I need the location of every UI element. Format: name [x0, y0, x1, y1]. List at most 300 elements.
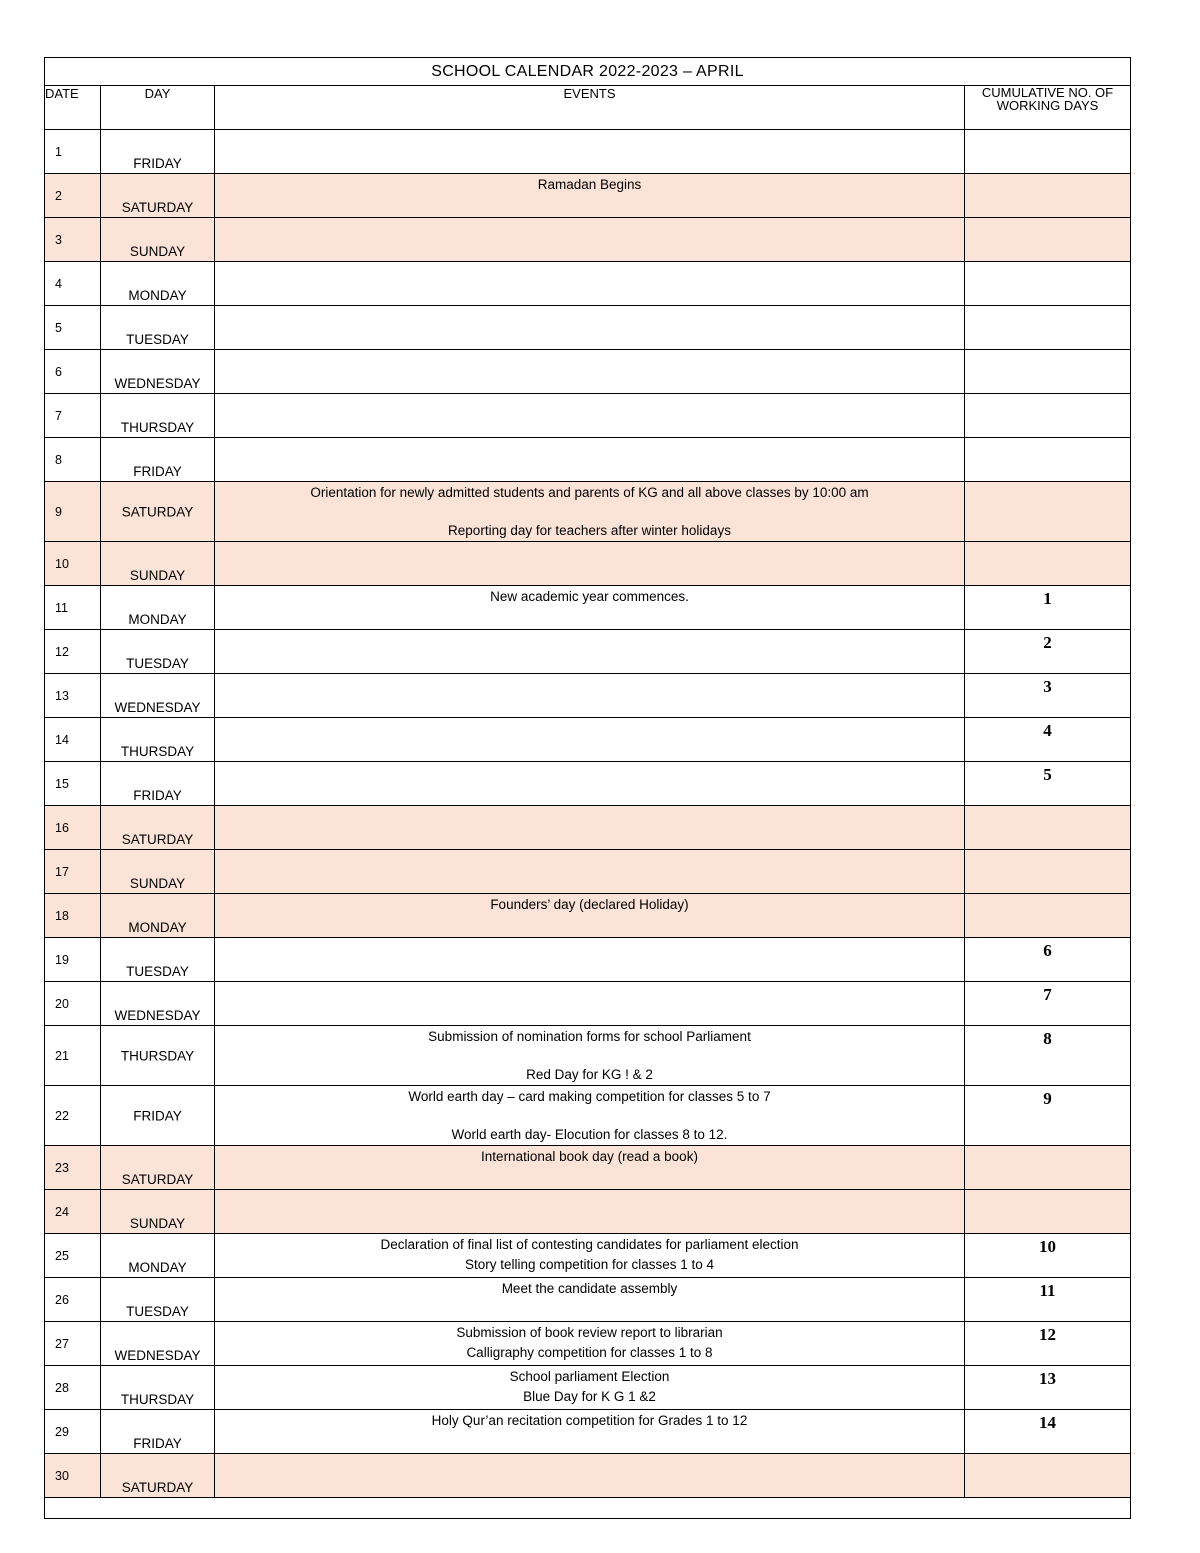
date-number: 8	[55, 453, 62, 467]
date-number: 6	[55, 365, 62, 379]
day-cell	[101, 306, 215, 350]
date-cell	[45, 1322, 101, 1366]
day-name: SATURDAY	[121, 1480, 194, 1495]
date-number: 19	[55, 953, 69, 967]
events-cell	[215, 1026, 965, 1086]
cumulative-cell	[965, 586, 1131, 630]
day-name: THURSDAY	[120, 744, 195, 759]
day-cell	[101, 1322, 215, 1366]
date-cell	[45, 394, 101, 438]
calendar-row	[45, 174, 1131, 218]
date-number: 10	[55, 557, 69, 571]
date-number: 2	[55, 189, 62, 203]
events-list	[215, 894, 964, 915]
events-cell	[215, 262, 965, 306]
calendar-row	[45, 630, 1131, 674]
calendar-row	[45, 350, 1131, 394]
cumulative-cell	[965, 350, 1131, 394]
calendar-row	[45, 982, 1131, 1026]
date-number: 17	[55, 865, 69, 879]
working-day-count	[965, 438, 1130, 441]
day-name: THURSDAY	[120, 1392, 195, 1407]
cumulative-cell	[965, 1278, 1131, 1322]
day-cell	[101, 174, 215, 218]
working-day-count: 9	[1043, 1089, 1052, 1108]
working-day-count	[965, 482, 1130, 485]
cumulative-cell	[965, 174, 1131, 218]
working-day-count	[965, 850, 1130, 853]
calendar-row	[45, 438, 1131, 482]
events-cell	[215, 938, 965, 982]
day-header: DAY	[101, 86, 215, 130]
cumulative-cell	[965, 394, 1131, 438]
event-text: School parliament Election	[509, 1369, 670, 1384]
calendar-row	[45, 1454, 1131, 1498]
day-cell	[101, 806, 215, 850]
events-list	[215, 130, 964, 131]
header-row	[45, 86, 1131, 130]
events-cell	[215, 1366, 965, 1410]
calendar-row	[45, 806, 1131, 850]
event-text: Holy Qur’an recitation competition for Grades 1 to 12	[431, 1413, 748, 1428]
events-list	[215, 630, 964, 631]
events-cell	[215, 762, 965, 806]
event-text: Meet the candidate assembly	[501, 1281, 678, 1296]
day-cell	[101, 1234, 215, 1278]
date-number: 23	[55, 1161, 69, 1175]
cumulative-cell	[965, 306, 1131, 350]
events-cell	[215, 394, 965, 438]
working-day-count	[965, 1146, 1130, 1149]
events-list	[215, 938, 964, 939]
date-number: 20	[55, 997, 69, 1011]
cumulative-header	[965, 86, 1131, 130]
date-number: 16	[55, 821, 69, 835]
title-row	[45, 58, 1131, 86]
date-header: DATE	[45, 86, 101, 130]
footer-row	[45, 1498, 1131, 1519]
date-cell	[45, 806, 101, 850]
cumulative-cell	[965, 1322, 1131, 1366]
working-day-count	[965, 894, 1130, 897]
day-name: FRIDAY	[133, 788, 182, 803]
calendar-row	[45, 762, 1131, 806]
working-day-count	[965, 394, 1130, 397]
date-cell	[45, 306, 101, 350]
events-cell	[215, 482, 965, 542]
date-cell	[45, 762, 101, 806]
day-cell	[101, 850, 215, 894]
calendar-row	[45, 1366, 1131, 1410]
day-name: SUNDAY	[129, 568, 186, 583]
cumulative-cell	[965, 630, 1131, 674]
calendar-row	[45, 1146, 1131, 1190]
day-name: THURSDAY	[120, 420, 195, 435]
day-name: SATURDAY	[121, 200, 194, 215]
cumulative-cell	[965, 850, 1131, 894]
cumulative-header-line1: CUMULATIVE NO. OF	[981, 85, 1114, 100]
date-cell	[45, 482, 101, 542]
date-cell	[45, 130, 101, 174]
working-day-count: 5	[1043, 765, 1052, 784]
date-number: 4	[55, 277, 62, 291]
cumulative-cell	[965, 762, 1131, 806]
events-list	[215, 1234, 964, 1275]
date-cell	[45, 1366, 101, 1410]
day-name: WEDNESDAY	[114, 1008, 201, 1023]
cumulative-cell	[965, 938, 1131, 982]
events-list	[215, 1322, 964, 1363]
date-number: 24	[55, 1205, 69, 1219]
calendar-row	[45, 394, 1131, 438]
calendar-row	[45, 586, 1131, 630]
day-name: TUESDAY	[126, 656, 189, 671]
day-name: FRIDAY	[133, 1108, 182, 1123]
working-day-count	[965, 1454, 1130, 1457]
event-text: Orientation for newly admitted students and parents of KG and all above classes by 10:00 am	[310, 485, 869, 500]
date-cell	[45, 350, 101, 394]
calendar-row	[45, 482, 1131, 542]
date-number: 13	[55, 689, 69, 703]
day-cell	[101, 762, 215, 806]
date-cell	[45, 894, 101, 938]
working-day-count: 14	[1039, 1413, 1056, 1432]
date-cell	[45, 174, 101, 218]
event-text: Submission of book review report to librarian	[456, 1325, 723, 1340]
date-number: 18	[55, 909, 69, 923]
events-list	[215, 806, 964, 807]
date-cell	[45, 1026, 101, 1086]
events-list	[215, 174, 964, 195]
date-cell	[45, 1454, 101, 1498]
cumulative-cell	[965, 1086, 1131, 1146]
date-cell	[45, 850, 101, 894]
footer-cell	[45, 1498, 1131, 1519]
cumulative-header-line2: WORKING DAYS	[996, 98, 1099, 113]
calendar-row	[45, 1190, 1131, 1234]
calendar-row	[45, 306, 1131, 350]
calendar-row	[45, 130, 1131, 174]
day-cell	[101, 262, 215, 306]
events-list	[215, 982, 964, 983]
events-list	[215, 438, 964, 439]
date-number: 1	[55, 145, 62, 159]
working-day-count	[965, 174, 1130, 177]
date-number: 25	[55, 1249, 69, 1263]
calendar-title: SCHOOL CALENDAR 2022-2023 – APRIL	[45, 58, 1131, 86]
day-name: SATURDAY	[121, 504, 194, 519]
day-cell	[101, 982, 215, 1026]
events-list	[215, 218, 964, 219]
working-day-count: 12	[1039, 1325, 1056, 1344]
working-day-count: 7	[1043, 985, 1052, 1004]
working-day-count: 2	[1043, 633, 1052, 652]
day-name: SUNDAY	[129, 1216, 186, 1231]
date-number: 12	[55, 645, 69, 659]
date-number: 28	[55, 1381, 69, 1395]
day-cell	[101, 894, 215, 938]
events-cell	[215, 894, 965, 938]
date-number: 7	[55, 409, 62, 423]
cumulative-cell	[965, 894, 1131, 938]
day-cell	[101, 1454, 215, 1498]
day-name: TUESDAY	[126, 1304, 189, 1319]
cumulative-cell	[965, 1190, 1131, 1234]
date-cell	[45, 1278, 101, 1322]
day-name: WEDNESDAY	[114, 700, 201, 715]
day-cell	[101, 674, 215, 718]
date-number: 5	[55, 321, 62, 335]
event-text: Blue Day for K G 1 &2	[523, 1389, 656, 1404]
date-cell	[45, 262, 101, 306]
date-cell	[45, 982, 101, 1026]
date-number: 29	[55, 1425, 69, 1439]
events-list	[215, 482, 964, 541]
date-cell	[45, 542, 101, 586]
calendar-row	[45, 894, 1131, 938]
events-cell	[215, 306, 965, 350]
event-text: Story telling competition for classes 1 to 4	[464, 1257, 715, 1272]
cumulative-cell	[965, 674, 1131, 718]
events-cell	[215, 850, 965, 894]
events-cell	[215, 174, 965, 218]
calendar-row	[45, 262, 1131, 306]
day-name: TUESDAY	[126, 964, 189, 979]
calendar-row	[45, 1086, 1131, 1146]
day-cell	[101, 130, 215, 174]
cumulative-cell	[965, 438, 1131, 482]
calendar-row	[45, 1322, 1131, 1366]
events-list	[215, 762, 964, 763]
day-name: FRIDAY	[133, 156, 182, 171]
events-cell	[215, 542, 965, 586]
events-cell	[215, 718, 965, 762]
day-name: SUNDAY	[129, 244, 186, 259]
date-cell	[45, 938, 101, 982]
cumulative-cell	[965, 718, 1131, 762]
cumulative-cell	[965, 1026, 1131, 1086]
events-list	[215, 1190, 964, 1191]
day-cell	[101, 586, 215, 630]
events-list	[215, 1366, 964, 1407]
date-cell	[45, 718, 101, 762]
date-cell	[45, 1190, 101, 1234]
events-list	[215, 1454, 964, 1455]
cumulative-cell	[965, 1454, 1131, 1498]
date-cell	[45, 438, 101, 482]
events-list	[215, 1086, 964, 1145]
events-cell	[215, 806, 965, 850]
calendar-row	[45, 1234, 1131, 1278]
day-name: WEDNESDAY	[114, 376, 201, 391]
day-cell	[101, 218, 215, 262]
working-day-count	[965, 306, 1130, 309]
events-cell	[215, 350, 965, 394]
day-name: WEDNESDAY	[114, 1348, 201, 1363]
day-cell	[101, 630, 215, 674]
events-cell	[215, 1146, 965, 1190]
day-cell	[101, 1278, 215, 1322]
events-cell	[215, 1190, 965, 1234]
events-list	[215, 350, 964, 351]
date-number: 3	[55, 233, 62, 247]
events-cell	[215, 438, 965, 482]
event-text: Submission of nomination forms for school Parliament	[428, 1029, 751, 1044]
date-cell	[45, 218, 101, 262]
cumulative-cell	[965, 806, 1131, 850]
day-cell	[101, 1190, 215, 1234]
event-text: Calligraphy competition for classes 1 to 8	[466, 1345, 713, 1360]
day-name: MONDAY	[128, 288, 187, 303]
day-cell	[101, 394, 215, 438]
day-cell	[101, 438, 215, 482]
events-cell	[215, 1454, 965, 1498]
cumulative-cell	[965, 542, 1131, 586]
events-list	[215, 1026, 964, 1085]
day-name: THURSDAY	[120, 1048, 195, 1063]
events-cell	[215, 1322, 965, 1366]
events-cell	[215, 1410, 965, 1454]
calendar-row	[45, 718, 1131, 762]
calendar-row	[45, 850, 1131, 894]
events-cell	[215, 130, 965, 174]
day-name: MONDAY	[128, 612, 187, 627]
working-day-count: 3	[1043, 677, 1052, 696]
calendar-row	[45, 542, 1131, 586]
date-number: 21	[55, 1048, 69, 1063]
cumulative-cell	[965, 482, 1131, 542]
calendar-table	[44, 57, 1131, 1519]
calendar-row	[45, 938, 1131, 982]
date-number: 30	[55, 1469, 69, 1483]
cumulative-cell	[965, 1234, 1131, 1278]
calendar-row	[45, 218, 1131, 262]
event-text: Red Day for KG ! & 2	[526, 1067, 653, 1082]
cumulative-cell	[965, 1366, 1131, 1410]
date-cell	[45, 586, 101, 630]
working-day-count	[965, 218, 1130, 221]
day-name: SATURDAY	[121, 832, 194, 847]
day-cell	[101, 1026, 215, 1086]
events-list	[215, 850, 964, 851]
events-cell	[215, 218, 965, 262]
date-cell	[45, 1410, 101, 1454]
cumulative-cell	[965, 262, 1131, 306]
calendar-body	[45, 58, 1131, 1519]
day-name: TUESDAY	[126, 332, 189, 347]
date-cell	[45, 674, 101, 718]
cumulative-cell	[965, 218, 1131, 262]
cumulative-cell	[965, 130, 1131, 174]
day-cell	[101, 482, 215, 542]
working-day-count	[965, 262, 1130, 265]
day-name: FRIDAY	[133, 464, 182, 479]
events-list	[215, 586, 964, 607]
events-cell	[215, 1086, 965, 1146]
working-day-count: 11	[1039, 1281, 1056, 1300]
working-day-count	[965, 130, 1130, 133]
event-text: Founders’ day (declared Holiday)	[490, 897, 689, 912]
events-list	[215, 1410, 964, 1431]
day-name: MONDAY	[128, 920, 187, 935]
day-cell	[101, 1146, 215, 1190]
date-number: 11	[55, 601, 68, 615]
working-day-count: 8	[1043, 1029, 1052, 1048]
working-day-count	[965, 350, 1130, 353]
event-text: New academic year commences.	[490, 589, 689, 604]
calendar-row	[45, 674, 1131, 718]
event-text: International book day (read a book)	[481, 1149, 698, 1164]
date-number: 22	[55, 1108, 69, 1123]
date-number: 14	[55, 733, 69, 747]
calendar-row	[45, 1410, 1131, 1454]
working-day-count: 6	[1043, 941, 1052, 960]
working-day-count: 13	[1039, 1369, 1056, 1388]
working-day-count	[965, 542, 1130, 545]
working-day-count	[965, 806, 1130, 809]
events-list	[215, 262, 964, 263]
date-number: 27	[55, 1337, 69, 1351]
events-list	[215, 542, 964, 543]
day-cell	[101, 718, 215, 762]
event-text: Reporting day for teachers after winter holidays	[448, 523, 731, 538]
events-list	[215, 394, 964, 395]
events-cell	[215, 674, 965, 718]
day-name: MONDAY	[128, 1260, 187, 1275]
events-cell	[215, 586, 965, 630]
date-number: 26	[55, 1293, 69, 1307]
events-list	[215, 1146, 964, 1167]
cumulative-cell	[965, 982, 1131, 1026]
day-cell	[101, 938, 215, 982]
events-cell	[215, 1278, 965, 1322]
day-cell	[101, 350, 215, 394]
date-number: 9	[55, 504, 62, 519]
events-list	[215, 1278, 964, 1299]
event-text: Declaration of final list of contesting candidates for parliament election	[380, 1237, 799, 1252]
cumulative-cell	[965, 1410, 1131, 1454]
day-name: FRIDAY	[133, 1436, 182, 1451]
day-cell	[101, 1366, 215, 1410]
working-day-count	[965, 1190, 1130, 1193]
event-text: Ramadan Begins	[537, 177, 642, 192]
calendar-row	[45, 1278, 1131, 1322]
events-cell	[215, 982, 965, 1026]
working-day-count: 1	[1043, 589, 1052, 608]
events-list	[215, 674, 964, 675]
day-cell	[101, 1410, 215, 1454]
events-list	[215, 306, 964, 307]
event-text: World earth day- Elocution for classes 8 to 12.	[451, 1127, 728, 1142]
working-day-count: 4	[1043, 721, 1052, 740]
date-cell	[45, 1234, 101, 1278]
event-text: World earth day – card making competition for classes 5 to 7	[408, 1089, 771, 1104]
date-cell	[45, 1086, 101, 1146]
day-name: SATURDAY	[121, 1172, 194, 1187]
events-list	[215, 718, 964, 719]
cumulative-cell	[965, 1146, 1131, 1190]
date-cell	[45, 630, 101, 674]
events-cell	[215, 630, 965, 674]
day-name: SUNDAY	[129, 876, 186, 891]
events-header: EVENTS	[215, 86, 965, 130]
date-number: 15	[55, 777, 69, 791]
day-cell	[101, 1086, 215, 1146]
events-cell	[215, 1234, 965, 1278]
working-day-count: 10	[1039, 1237, 1056, 1256]
date-cell	[45, 1146, 101, 1190]
calendar-row	[45, 1026, 1131, 1086]
